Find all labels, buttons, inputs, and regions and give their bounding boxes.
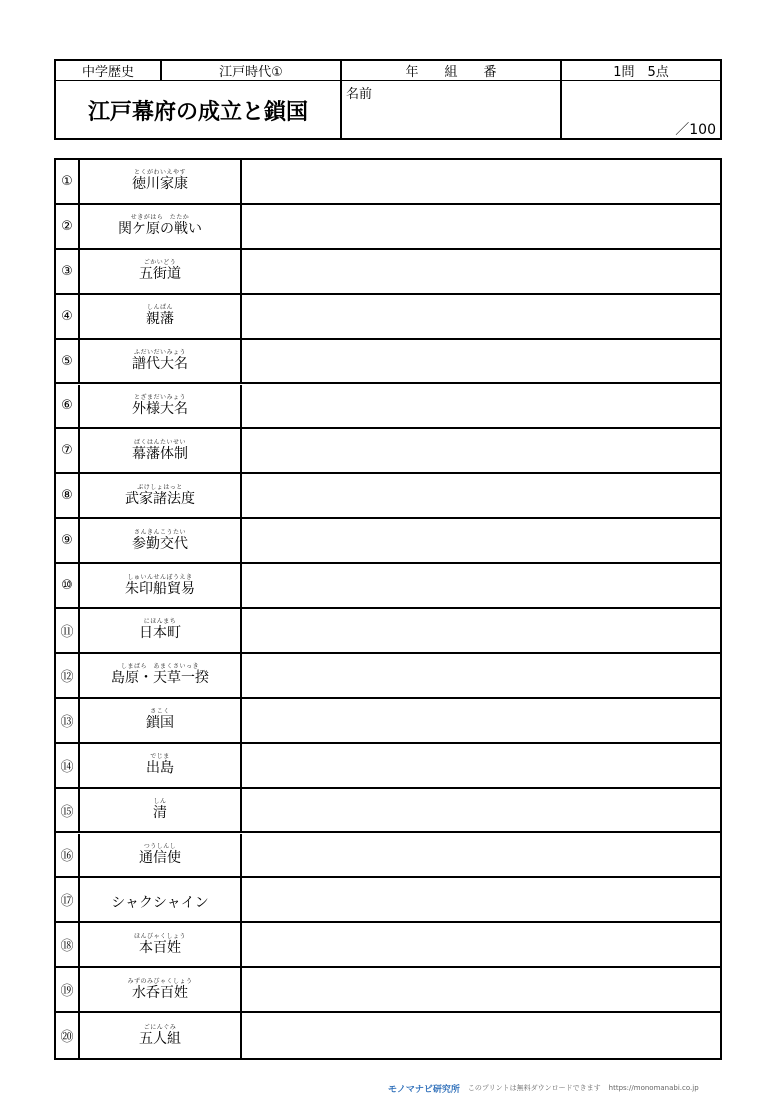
answer-field[interactable] [242, 250, 720, 293]
term-text: 本百姓 [139, 939, 181, 956]
term-cell [80, 609, 242, 652]
answer-field[interactable] [242, 564, 720, 607]
term-furigana: みずのみびゃくしょう [127, 977, 193, 985]
question-number: ⑫ [56, 654, 80, 697]
question-row [56, 744, 720, 789]
term-cell [80, 429, 242, 472]
score-rule-label: 1問 5点 [613, 65, 669, 80]
term-text: 通信使 [139, 849, 181, 866]
answer-field[interactable] [242, 654, 720, 697]
question-number: ⑤ [56, 340, 80, 383]
term-cell [80, 564, 242, 607]
question-row [56, 564, 720, 609]
term-cell [80, 474, 242, 517]
question-number: ⑲ [56, 968, 80, 1011]
question-number: ⑩ [56, 564, 80, 607]
term-furigana: ほんびゃくしょう [133, 932, 186, 940]
term-furigana: さんきんこうたい [133, 528, 186, 536]
term-furigana: ごかいどう [143, 259, 177, 267]
term-furigana: つうしんし [143, 842, 177, 850]
term-text: 水呑百姓 [132, 984, 188, 1001]
answer-field[interactable] [242, 878, 720, 921]
question-row [56, 250, 720, 295]
question-row [56, 385, 720, 430]
term-cell [80, 654, 242, 697]
term-cell [80, 834, 242, 877]
question-row [56, 160, 720, 205]
term-furigana: さこく [150, 708, 170, 716]
question-row [56, 923, 720, 968]
term-furigana: しまばら あまくさいっき [120, 663, 199, 671]
answer-field[interactable] [242, 699, 720, 742]
question-row [56, 340, 720, 385]
term-furigana: ごにんぐみ [143, 1023, 177, 1031]
question-number: ⑪ [56, 609, 80, 652]
term-furigana: ぶけしょはっと [137, 483, 183, 491]
question-number: ⑮ [56, 789, 80, 832]
question-number: ① [56, 160, 80, 203]
question-row [56, 878, 720, 923]
question-number: ⑦ [56, 429, 80, 472]
question-row [56, 519, 720, 564]
question-row [56, 789, 720, 834]
term-text: 島原・天草一揆 [111, 670, 209, 687]
term-furigana: ばくはんたいせい [133, 438, 186, 446]
term-furigana: しゅいんせんぼうえき [127, 573, 193, 581]
term-cell [80, 295, 242, 338]
term-text: 参勤交代 [132, 535, 188, 552]
question-row [56, 699, 720, 744]
term-text: 譜代大名 [132, 356, 188, 373]
term-text: 親藩 [146, 311, 174, 328]
question-row [56, 429, 720, 474]
question-row [56, 1013, 720, 1058]
brand-logo: モノマナビ研究所 [388, 1084, 460, 1095]
worksheet-header [54, 59, 722, 140]
question-number: ⑨ [56, 519, 80, 562]
footer-note: このプリントは無料ダウンロードできます [467, 1084, 601, 1092]
term-cell [80, 1013, 242, 1058]
answer-field[interactable] [242, 295, 720, 338]
term-furigana: でじま [150, 753, 170, 761]
question-row [56, 205, 720, 250]
question-number: ④ [56, 295, 80, 338]
answer-field[interactable] [242, 923, 720, 966]
answer-field[interactable] [242, 429, 720, 472]
question-number: ⑱ [56, 923, 80, 966]
term-furigana: にほんまち [143, 618, 177, 626]
worksheet-title: 江戸幕府の成立と鎖国 [87, 99, 308, 125]
question-number: ③ [56, 250, 80, 293]
term-text: シャクシャイン [111, 894, 209, 911]
term-furigana: とくがわいえやす [133, 169, 186, 177]
term-text: 清 [153, 805, 167, 822]
term-furigana: しんぱん [146, 304, 173, 312]
term-furigana: ふだいだいみょう [133, 349, 186, 357]
question-number: ⑳ [56, 1013, 80, 1058]
term-cell [80, 789, 242, 832]
question-row [56, 968, 720, 1013]
name-label: 名前 [346, 87, 373, 102]
footer [388, 1080, 768, 1096]
unit-label: 江戸時代① [219, 65, 283, 80]
answer-field[interactable] [242, 385, 720, 428]
term-text: 出島 [146, 760, 174, 777]
question-row [56, 609, 720, 654]
question-row [56, 834, 720, 879]
subject-label: 中学歴史 [81, 65, 134, 80]
answer-field[interactable] [242, 968, 720, 1011]
term-cell [80, 699, 242, 742]
term-cell [80, 923, 242, 966]
name-field[interactable] [346, 99, 558, 137]
footer-url[interactable]: https://monomanabi.co.jp [608, 1084, 699, 1092]
term-cell [80, 744, 242, 787]
answer-field[interactable] [242, 789, 720, 832]
term-cell [80, 340, 242, 383]
term-text: 関ケ原の戦い [118, 221, 202, 238]
term-cell [80, 160, 242, 203]
term-furigana: しん [153, 798, 167, 806]
question-number: ⑥ [56, 385, 80, 428]
term-cell [80, 878, 242, 921]
question-number: ⑭ [56, 744, 80, 787]
answer-field[interactable] [242, 519, 720, 562]
answer-field[interactable] [242, 1013, 720, 1058]
question-number: ⑰ [56, 878, 80, 921]
term-text: 五人組 [139, 1030, 181, 1047]
term-furigana: せきがはら たたか [130, 214, 190, 222]
term-cell [80, 205, 242, 248]
term-cell [80, 250, 242, 293]
term-text: 朱印船貿易 [125, 580, 195, 597]
answer-field[interactable] [242, 609, 720, 652]
question-number: ⑧ [56, 474, 80, 517]
question-number: ② [56, 205, 80, 248]
term-text: 武家諸法度 [125, 490, 195, 507]
term-furigana: とざまだいみょう [133, 393, 186, 401]
answer-field[interactable] [242, 474, 720, 517]
question-number: ⑯ [56, 834, 80, 877]
term-text: 外様大名 [132, 400, 188, 417]
term-text: 徳川家康 [132, 176, 188, 193]
term-cell [80, 519, 242, 562]
term-text: 鎖国 [146, 715, 174, 732]
term-cell [80, 385, 242, 428]
answer-field[interactable] [242, 340, 720, 383]
question-row [56, 654, 720, 699]
term-text: 日本町 [139, 625, 181, 642]
question-row [56, 474, 720, 519]
class-number-label: 年 組 番 [405, 65, 497, 80]
term-text: 五街道 [139, 266, 181, 283]
answer-field[interactable] [242, 205, 720, 248]
answer-field[interactable] [242, 834, 720, 877]
total-score-label: ／100 [675, 122, 716, 138]
question-number: ⑬ [56, 699, 80, 742]
question-table [54, 158, 722, 1060]
term-cell [80, 968, 242, 1011]
question-row [56, 295, 720, 340]
answer-field[interactable] [242, 160, 720, 203]
answer-field[interactable] [242, 744, 720, 787]
term-text: 幕藩体制 [132, 445, 188, 462]
